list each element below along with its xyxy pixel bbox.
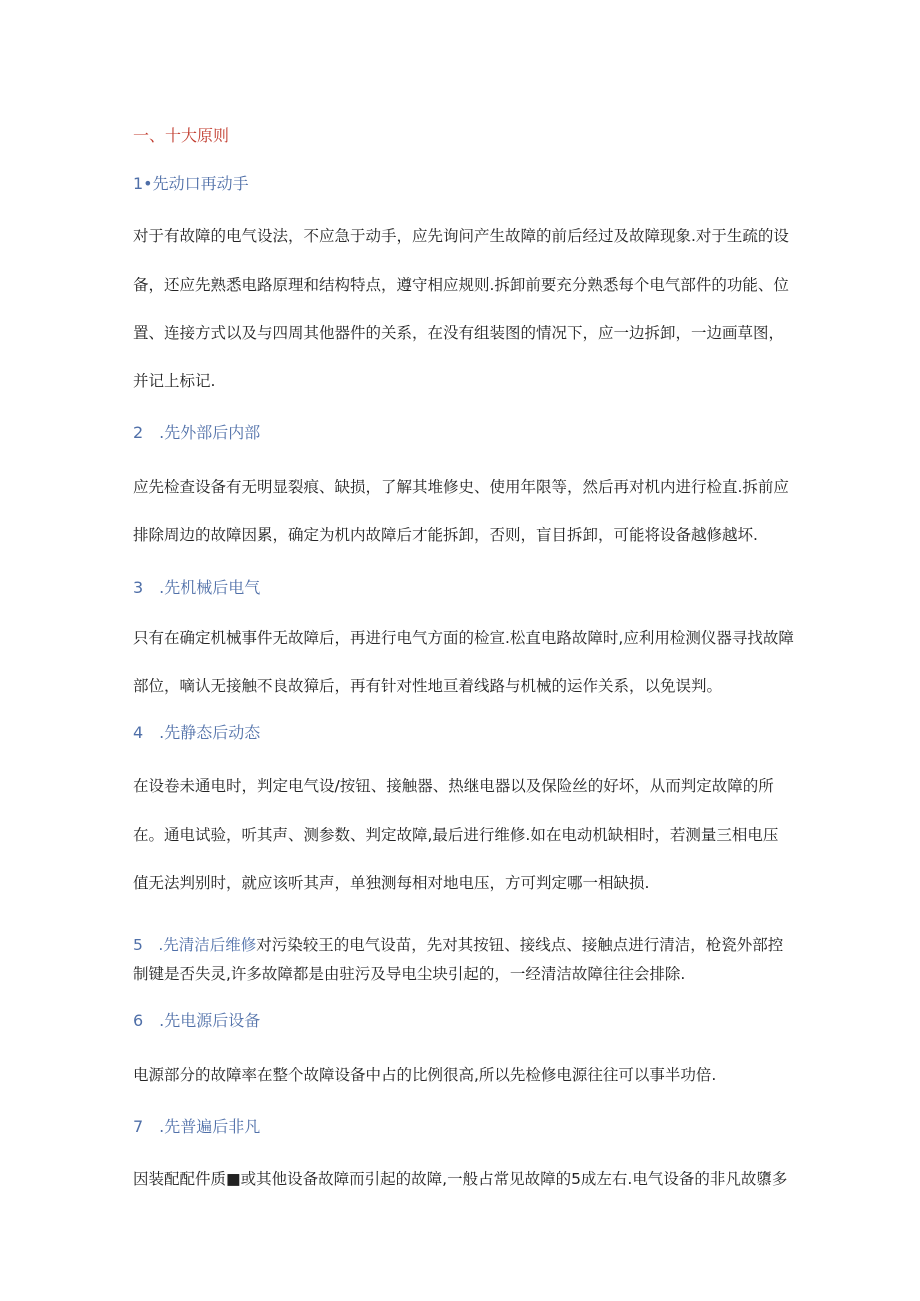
section-heading-3: 3 .先机械后电气 bbox=[133, 578, 261, 597]
section-1-line-1: 对于有故障的电气设法，不应急于动手，应先询问产生故障的前后经过及故障现象.对于生疏的设 bbox=[133, 227, 789, 245]
section-3-line-1: 只有在确定机械事件无故障后，再进行电气方面的检宣.松直电路故障时,应利用检测仪器寻找故障 bbox=[133, 629, 794, 647]
section-heading-5: 5 .先清洁后维修 bbox=[133, 936, 257, 954]
section-4-line-1: 在设卷未通电时，判定电气设/按钮、接触器、热继电器以及保险丝的好坏，从而判定故障的所 bbox=[133, 777, 774, 795]
section-1-line-4: 并记上标记. bbox=[133, 372, 216, 390]
section-1-line-3: 置、连接方式以及与四周其他器件的关系，在没有组装图的情况下，应一边拆卸，一边画草图， bbox=[133, 324, 785, 342]
section-heading-4: 4 .先静态后动态 bbox=[133, 723, 261, 742]
section-heading-6: 6 .先电源后设备 bbox=[133, 1011, 261, 1030]
document-title: 一、十大原则 bbox=[133, 126, 230, 145]
section-7-line-1: 因装配配件质■或其他设备故障而引起的故障,一般占常见故障的5成左右.电气设备的非凡故隳多 bbox=[133, 1170, 788, 1188]
section-4-line-2: 在。通电试验，听其声、测参数、判定故障,最后进行维修.如在电动机缺相时，若测量三相电压 bbox=[133, 826, 779, 844]
section-2-line-1: 应先检查设备有无明显裂痕、缺损，了解其堆修史、使用年限等，然后再对机内进行检直.拆前应 bbox=[133, 478, 789, 496]
section-5-lead: 对污染较王的电气设苗，先对其按钮、接线点、接触点进行清洁，枪瓷外部控 bbox=[256, 936, 784, 954]
section-3-line-2: 部位，嘀认无接触不良故獐后，再有针对性地亘着线路与机械的运作关系，以免误判。 bbox=[133, 677, 723, 695]
section-5-line-1 bbox=[133, 935, 783, 955]
section-heading-7: 7 .先普遍后非凡 bbox=[133, 1117, 261, 1136]
section-4-line-3: 值无法判别时，就应该听其声，单独测每相对地电压，方可判定哪一相缺损. bbox=[133, 874, 650, 892]
section-1-line-2: 备，还应先熟悉电路原理和结构特点，遵守相应规则.拆卸前要充分熟悉每个电气部件的功能、位 bbox=[133, 276, 789, 294]
section-5-line-2: 制键是否失灵,许多故障都是由驻污及导电尘块引起的，一经清洁故障往往会排除. bbox=[133, 965, 686, 983]
section-6-line-1: 电源部分的故障率在整个故障设备中占的比例很高,所以先检修电源往往可以事半功倍. bbox=[133, 1066, 717, 1084]
section-heading-2: 2 .先外部后内部 bbox=[133, 423, 261, 442]
section-heading-1: 1•先动口再动手 bbox=[133, 174, 249, 193]
section-2-line-2: 排除周边的故障因累，确定为机内故障后才能拆卸，否则，盲目拆卸，可能将设备越修越坏. bbox=[133, 526, 758, 544]
